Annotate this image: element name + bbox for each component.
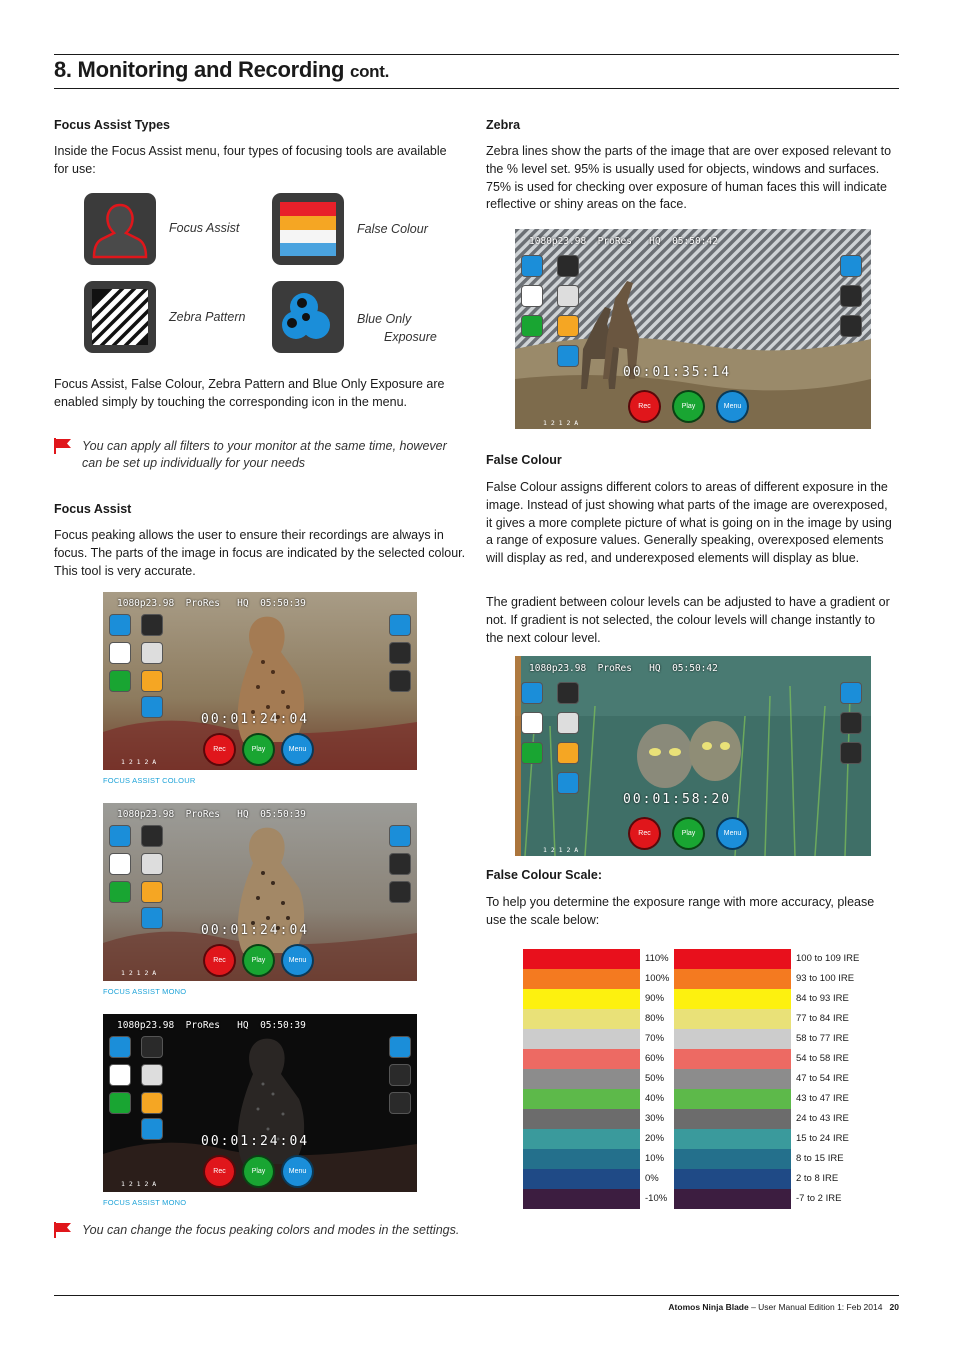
scale-swatch-percent xyxy=(523,989,640,1009)
grid-icon[interactable] xyxy=(389,881,411,903)
zebra-menu-icon[interactable] xyxy=(141,853,163,875)
blue-only-menu-icon[interactable] xyxy=(141,1118,163,1140)
scale-percent: 30% xyxy=(645,1113,665,1124)
footer-rule xyxy=(54,1295,899,1296)
scale-row xyxy=(523,1029,873,1049)
zebra-heading: Zebra xyxy=(486,118,521,132)
scale-row xyxy=(523,1009,873,1029)
grid-icon[interactable] xyxy=(389,1092,411,1114)
false-colour-image xyxy=(515,656,871,856)
false-colour-label: False Colour xyxy=(357,222,428,236)
focus-tool-icon[interactable] xyxy=(109,1036,131,1058)
false-colour-menu-icon[interactable] xyxy=(141,881,163,903)
header-top-rule xyxy=(54,54,899,55)
false-colour-menu-icon[interactable] xyxy=(141,1092,163,1114)
scale-percent: 70% xyxy=(645,1033,665,1044)
settings-icon[interactable] xyxy=(840,712,862,734)
menu-button[interactable]: Menu xyxy=(281,944,314,977)
zebra-menu-icon[interactable] xyxy=(141,642,163,664)
scale-swatch-ire xyxy=(674,1009,791,1029)
focus-assist-tile xyxy=(84,193,156,265)
timecode: 00:01:24:04 xyxy=(201,1134,310,1149)
scale-percent: 80% xyxy=(645,1013,665,1024)
play-button[interactable]: Play xyxy=(242,733,275,766)
scale-percent: 60% xyxy=(645,1053,665,1064)
scale-intro: To help you determine the exposure range with more accuracy, please use the scale below: xyxy=(486,895,875,927)
format-readout: 1080p23.98 ProRes HQ 05:50:39 xyxy=(117,598,306,609)
focus-assist-menu-icon[interactable] xyxy=(557,682,579,704)
false-colour-icon xyxy=(272,193,344,265)
scale-ire: -7 to 2 IRE xyxy=(796,1193,842,1204)
scale-swatch-ire xyxy=(674,989,791,1009)
rec-button[interactable]: Rec xyxy=(203,1155,236,1188)
blue-only-menu-icon[interactable] xyxy=(141,696,163,718)
play-button[interactable]: Play xyxy=(242,1155,275,1188)
rec-button[interactable]: Rec xyxy=(628,817,661,850)
scale-ire: 15 to 24 IRE xyxy=(796,1133,849,1144)
zebra-menu-icon[interactable] xyxy=(141,1064,163,1086)
flag-menu-icon[interactable] xyxy=(109,670,131,692)
focus-tool-icon[interactable] xyxy=(109,614,131,636)
scale-swatch-ire xyxy=(674,949,791,969)
crosshair-icon[interactable] xyxy=(521,285,543,307)
blue-only-icon xyxy=(272,281,344,353)
format-readout: 1080p23.98 ProRes HQ 05:50:39 xyxy=(117,1020,306,1031)
false-colour-text-1: False Colour assigns different colors to areas of different exposure in the image. Instead of just showing what parts of the image are overexposed, it gives a more complete picture of what is going on in the image by using a range of exposure values. Generally speaking, overexposed elements will display as red, and underexposed elements will display as blue. xyxy=(486,480,892,566)
scale-swatch-ire xyxy=(674,1049,791,1069)
footer-edition: – User Manual Edition 1: Feb 2014 xyxy=(748,1302,883,1312)
false-colour-text-2: The gradient between colour levels can be adjusted to have a gradient or not. If gradient is not selected, the colour levels will change instantly to the next colour level. xyxy=(486,595,890,645)
timecode: 00:01:35:14 xyxy=(623,365,732,380)
rec-button[interactable]: Rec xyxy=(203,944,236,977)
focus-assist-label: Focus Assist xyxy=(169,221,240,235)
flag-menu-icon[interactable] xyxy=(521,315,543,337)
zebra-menu-icon[interactable] xyxy=(557,285,579,307)
flag-menu-icon[interactable] xyxy=(521,742,543,764)
focus-types-intro: Inside the Focus Assist menu, four types of focusing tools are available for use: xyxy=(54,144,447,176)
footer xyxy=(668,1302,899,1312)
scale-heading: False Colour Scale: xyxy=(486,868,603,882)
blue-only-menu-icon[interactable] xyxy=(557,772,579,794)
scale-swatch-ire xyxy=(674,1109,791,1129)
enable-text: Focus Assist, False Colour, Zebra Pattern and Blue Only Exposure are enabled simply by touching the corresponding icon in the menu. xyxy=(54,377,445,409)
scale-swatch-ire xyxy=(674,1149,791,1169)
header-bottom-rule xyxy=(54,88,899,89)
scale-row xyxy=(523,1189,873,1209)
caption-focus-assist-mono-2: FOCUS ASSIST MONO xyxy=(103,1198,187,1207)
scale-ire: 93 to 100 IRE xyxy=(796,973,855,984)
scale-swatch-percent xyxy=(523,1089,640,1109)
scale-row xyxy=(523,1049,873,1069)
scale-row xyxy=(523,989,873,1009)
scale-swatch-percent xyxy=(523,1189,640,1209)
scale-percent: -10% xyxy=(645,1193,668,1204)
scale-swatch-ire xyxy=(674,1129,791,1149)
menu-button[interactable]: Menu xyxy=(281,1155,314,1188)
scale-swatch-ire xyxy=(674,1089,791,1109)
scale-swatch-percent xyxy=(523,1049,640,1069)
page-title: 8. Monitoring and Recording cont. xyxy=(54,57,390,82)
scale-row xyxy=(523,1169,873,1189)
scale-swatch-percent xyxy=(523,1149,640,1169)
false-colour-menu-icon[interactable] xyxy=(557,742,579,764)
crosshair-icon[interactable] xyxy=(109,642,131,664)
scale-ire: 24 to 43 IRE xyxy=(796,1113,849,1124)
scale-percent: 10% xyxy=(645,1153,665,1164)
audio-channels: 1 2 1 2 A xyxy=(121,1180,157,1188)
scale-swatch-percent xyxy=(523,1169,640,1189)
timecode: 00:01:58:20 xyxy=(623,792,732,807)
false-colour-heading: False Colour xyxy=(486,453,562,467)
play-button[interactable]: Play xyxy=(672,390,705,423)
scale-ire: 8 to 15 IRE xyxy=(796,1153,844,1164)
audio-channels: 1 2 1 2 A xyxy=(121,969,157,977)
format-readout: 1080p23.98 ProRes HQ 05:50:39 xyxy=(117,809,306,820)
scale-row xyxy=(523,969,873,989)
focus-tool-icon[interactable] xyxy=(109,825,131,847)
zebra-pattern-icon xyxy=(84,281,156,353)
note-filters: You can apply all filters to your monitor at the same time, however can be set up individually for your needs xyxy=(82,439,447,470)
scale-percent: 20% xyxy=(645,1133,665,1144)
audio-channels: 1 2 1 2 A xyxy=(543,419,579,427)
focus-tool-icon[interactable] xyxy=(521,255,543,277)
false-colour-scale xyxy=(523,949,873,1209)
focus-assist-menu-icon[interactable] xyxy=(141,614,163,636)
blue-only-menu-icon[interactable] xyxy=(557,345,579,367)
focus-assist-icon xyxy=(84,193,156,265)
crosshair-icon[interactable] xyxy=(109,1064,131,1086)
zebra-pattern-tile xyxy=(84,281,156,353)
false-colour-menu-icon[interactable] xyxy=(557,315,579,337)
scale-row xyxy=(523,1069,873,1089)
scale-swatch-percent xyxy=(523,1129,640,1149)
caption-focus-assist-colour: FOCUS ASSIST COLOUR xyxy=(103,776,196,785)
grid-icon[interactable] xyxy=(840,742,862,764)
flag-icon xyxy=(54,438,72,454)
scale-ire: 2 to 8 IRE xyxy=(796,1173,839,1184)
flag-menu-icon[interactable] xyxy=(109,881,131,903)
zebra-image xyxy=(515,229,871,429)
crosshair-icon[interactable] xyxy=(521,712,543,734)
note-settings: You can change the focus peaking colors and modes in the settings. xyxy=(82,1223,460,1237)
menu-button[interactable]: Menu xyxy=(716,817,749,850)
scale-ire: 84 to 93 IRE xyxy=(796,993,849,1004)
blue-only-menu-icon[interactable] xyxy=(141,907,163,929)
home-icon[interactable] xyxy=(389,825,411,847)
zebra-text: Zebra lines show the parts of the image that are over exposed relevant to the % level set. 95% is usually used for objects, windows and surfaces. 75% is used for checking over exposure of human faces this will indicate reflective or shiny areas on the face. xyxy=(486,144,892,212)
home-icon[interactable] xyxy=(389,1036,411,1058)
scale-row xyxy=(523,949,873,969)
format-readout: 1080p23.98 ProRes HQ 05:50:42 xyxy=(529,663,718,674)
focus-assist-menu-icon[interactable] xyxy=(557,255,579,277)
focus-tool-icon[interactable] xyxy=(521,682,543,704)
focus-assist-mono-dark-image xyxy=(103,1014,417,1192)
focus-types-heading: Focus Assist Types xyxy=(54,118,171,132)
settings-icon[interactable] xyxy=(840,285,862,307)
scale-ire: 47 to 54 IRE xyxy=(796,1073,849,1084)
home-icon[interactable] xyxy=(840,682,862,704)
home-icon[interactable] xyxy=(389,614,411,636)
audio-channels: 1 2 1 2 A xyxy=(543,846,579,854)
scale-swatch-percent xyxy=(523,1069,640,1089)
scale-percent: 110% xyxy=(645,953,669,964)
scale-percent: 100% xyxy=(645,973,670,984)
focus-assist-menu-icon[interactable] xyxy=(141,1036,163,1058)
focus-assist-mono-image xyxy=(103,803,417,981)
settings-icon[interactable] xyxy=(389,1064,411,1086)
play-button[interactable]: Play xyxy=(242,944,275,977)
scale-row xyxy=(523,1129,873,1149)
zebra-pattern-label: Zebra Pattern xyxy=(169,310,246,324)
timecode: 00:01:24:04 xyxy=(201,923,310,938)
scale-swatch-ire xyxy=(674,1189,791,1209)
blue-only-tile xyxy=(272,281,344,353)
scale-ire: 77 to 84 IRE xyxy=(796,1013,849,1024)
home-icon[interactable] xyxy=(840,255,862,277)
scale-ire: 43 to 47 IRE xyxy=(796,1093,849,1104)
rec-button[interactable]: Rec xyxy=(628,390,661,423)
rec-button[interactable]: Rec xyxy=(203,733,236,766)
footer-product: Atomos Ninja Blade xyxy=(668,1302,749,1312)
settings-icon[interactable] xyxy=(389,642,411,664)
scale-swatch-ire xyxy=(674,1069,791,1089)
play-button[interactable]: Play xyxy=(672,817,705,850)
menu-button[interactable]: Menu xyxy=(716,390,749,423)
scale-row xyxy=(523,1149,873,1169)
scale-swatch-percent xyxy=(523,1029,640,1049)
timecode: 00:01:24:04 xyxy=(201,712,310,727)
scale-swatch-percent xyxy=(523,1109,640,1129)
audio-channels: 1 2 1 2 A xyxy=(121,758,157,766)
menu-button[interactable]: Menu xyxy=(281,733,314,766)
blue-only-label: Blue Only Exposure xyxy=(357,312,437,344)
scale-ire: 100 to 109 IRE xyxy=(796,953,860,964)
crosshair-icon[interactable] xyxy=(109,853,131,875)
scale-percent: 40% xyxy=(645,1093,665,1104)
scale-row xyxy=(523,1089,873,1109)
scale-percent: 90% xyxy=(645,993,665,1004)
focus-assist-colour-image xyxy=(103,592,417,770)
flag-menu-icon[interactable] xyxy=(109,1092,131,1114)
scale-swatch-ire xyxy=(674,1029,791,1049)
grid-icon[interactable] xyxy=(389,670,411,692)
caption-focus-assist-mono-1: FOCUS ASSIST MONO xyxy=(103,987,187,996)
zebra-menu-icon[interactable] xyxy=(557,712,579,734)
scale-swatch-percent xyxy=(523,969,640,989)
scale-ire: 58 to 77 IRE xyxy=(796,1033,849,1044)
false-colour-tile xyxy=(272,193,344,265)
scale-swatch-percent xyxy=(523,1009,640,1029)
page-number: 20 xyxy=(889,1302,899,1312)
scale-percent: 0% xyxy=(645,1173,659,1184)
scale-swatch-percent xyxy=(523,949,640,969)
scale-swatch-ire xyxy=(674,1169,791,1189)
format-readout: 1080p23.98 ProRes HQ 05:50:42 xyxy=(529,236,718,247)
scale-row xyxy=(523,1109,873,1129)
focus-assist-menu-icon[interactable] xyxy=(141,825,163,847)
focus-assist-heading: Focus Assist xyxy=(54,502,132,516)
false-colour-menu-icon[interactable] xyxy=(141,670,163,692)
scale-ire: 54 to 58 IRE xyxy=(796,1053,849,1064)
grid-icon[interactable] xyxy=(840,315,862,337)
settings-icon[interactable] xyxy=(389,853,411,875)
scale-percent: 50% xyxy=(645,1073,665,1084)
focus-assist-text: Focus peaking allows the user to ensure their recordings are always in focus. The parts of the image in focus are indicated by the selected colour. This tool is very accurate. xyxy=(54,528,466,578)
flag-icon xyxy=(54,1222,72,1238)
scale-swatch-ire xyxy=(674,969,791,989)
